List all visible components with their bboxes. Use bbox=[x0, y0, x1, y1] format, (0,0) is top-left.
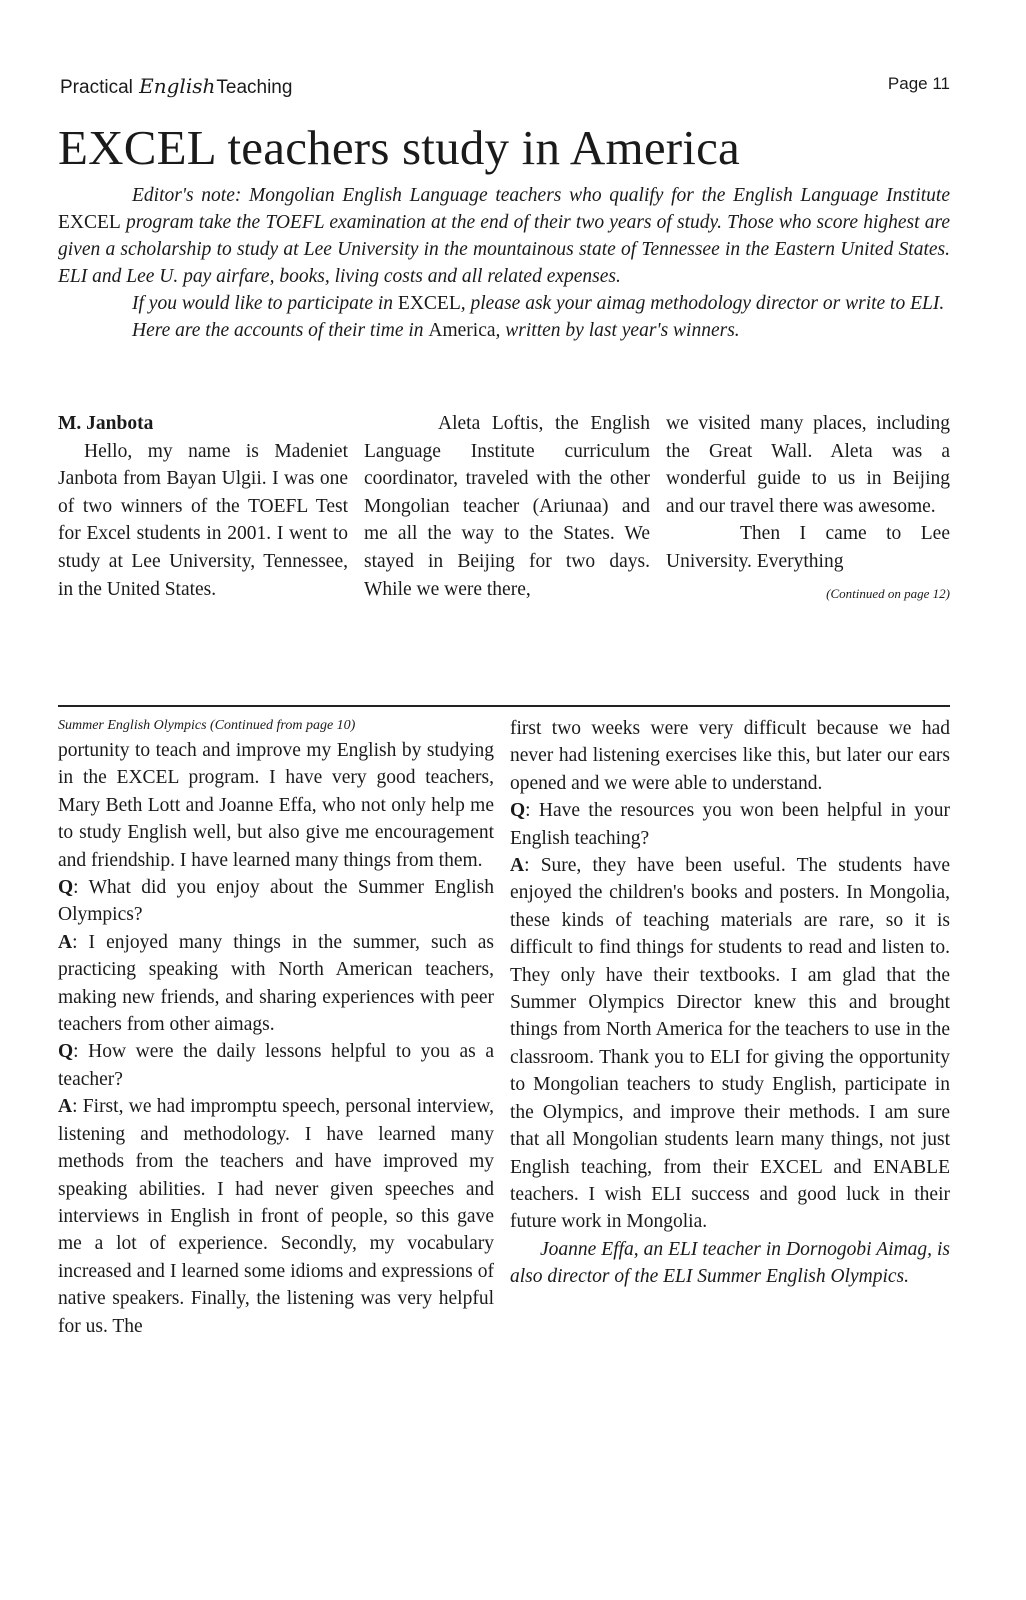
continued-note: (Continued on page 12) bbox=[826, 585, 950, 601]
article-headline: EXCEL teachers study in America bbox=[58, 120, 741, 175]
editor-note-paragraph-2: If you would like to participate in EXCEL, please ask your aimag methodology director or write to ELI. bbox=[132, 293, 945, 314]
top-article bbox=[58, 410, 950, 672]
top-article-column-3 bbox=[666, 410, 950, 607]
bottom-article-paragraph-1: portunity to teach and improve my English by studying in the EXCEL program. I have very good teachers, Mary Beth Lott and Joanne Effa, who not only help me to study English well, but also give me encouragement and friendship. I have learned many things from them. bbox=[58, 740, 494, 871]
answer-2: A: First, we had impromptu speech, personal interview, listening and methodology. I have learned many methods from the teachers and have improved my speaking abilities. I had never given speeches and interviews in English in front of people, so this gave me a lot of experience. Secondly, my vocabulary increased and I learned some idioms and expressions of native speakers. Finally, the listening was very helpful for us. The bbox=[58, 1096, 494, 1337]
author-byline: Joanne Effa, an ELI teacher in Dornogobi Aimag, is also director of the ELI Summer English Olympics. bbox=[510, 1238, 950, 1288]
publication-title-pre: Practical bbox=[60, 77, 133, 98]
question-1: Q: What did you enjoy about the Summer English Olympics? bbox=[58, 877, 494, 926]
bottom-article-column-1 bbox=[58, 715, 494, 1340]
bottom-article-paragraph-2: first two weeks were very difficult because we had never had listening exercises like this, but later our ears opened and we were able to understand. bbox=[510, 718, 950, 794]
bottom-article-column-2 bbox=[510, 715, 950, 1291]
top-article-column-2 bbox=[364, 410, 650, 603]
page-number: Page 11 bbox=[887, 74, 950, 93]
page-header bbox=[60, 74, 950, 104]
publication-title bbox=[60, 74, 292, 99]
top-article-text-3: we visited many places, including the Great Wall. Aleta was a wonderful guide to us in Beijing and our travel there was awesome. bbox=[666, 413, 950, 517]
top-article-text-2: Aleta Loftis, the English Language Institute curriculum coordinator, traveled with the other Mongolian teacher (Ariunaa) and me all the way to the States. We stayed in Beijing for two days. While we were there, bbox=[364, 413, 650, 600]
answer-3: A: Sure, they have been useful. The students have enjoyed the children's books and posters. In Mongolia, these kinds of teaching materials are rare, so it is difficult to find things for students to read and listen to. They only have their textbooks. I am glad that the Summer Olympics Director knew this and brought things from North America for the teachers to use in the classroom. Thank you to ELI for giving the opportunity to Mongolian teachers to study English, participate in the Olympics, and improve their methods. I am sure that all Mongolian students learn many things, not just English teaching, from their EXCEL and ENABLE teachers. I wish ELI success and good luck in their future work in Mongolia. bbox=[510, 855, 950, 1233]
section-divider bbox=[58, 705, 950, 707]
answer-1: A: I enjoyed many things in the summer, such as practicing speaking with North American teachers, making new friends, and sharing experiences with peer teachers from other aimags. bbox=[58, 931, 494, 1036]
question-3: Q: Have the resources you won been helpful in your English teaching? bbox=[510, 800, 950, 849]
editor-note-paragraph-3: Here are the accounts of their time in America, written by last year's winners. bbox=[132, 320, 740, 341]
article-author: M. Janbota bbox=[58, 413, 154, 434]
publication-title-script: English bbox=[139, 74, 216, 98]
top-article-text-4: Then I came to Lee University. Everything bbox=[666, 523, 950, 572]
editor-note bbox=[58, 182, 950, 344]
editor-note-paragraph-1: Editor's note: Mongolian English Language teachers who qualify for the English Language Institute EXCEL program take the TOEFL examination at the end of their two years of study. Those who score highest are given a scholarship to study at Lee University in the mountainous state of Tennessee in the Eastern United States. ELI and Lee U. pay airfare, books, living costs and all related expenses. bbox=[58, 185, 950, 287]
bottom-article bbox=[58, 715, 950, 1505]
continued-from-note: Summer English Olympics (Continued from page 10) bbox=[58, 718, 356, 733]
top-article-text-1: Hello, my name is Madeniet Janbota from Bayan Ulgii. I was one of two winners of the TOEFL Test for Excel students in 2001. I went to study at Lee University, Tennessee, in the United States. bbox=[58, 440, 348, 600]
publication-title-post: Teaching bbox=[216, 77, 293, 98]
top-article-column-1 bbox=[58, 410, 348, 603]
question-2: Q: How were the daily lessons helpful to you as a teacher? bbox=[58, 1041, 494, 1090]
